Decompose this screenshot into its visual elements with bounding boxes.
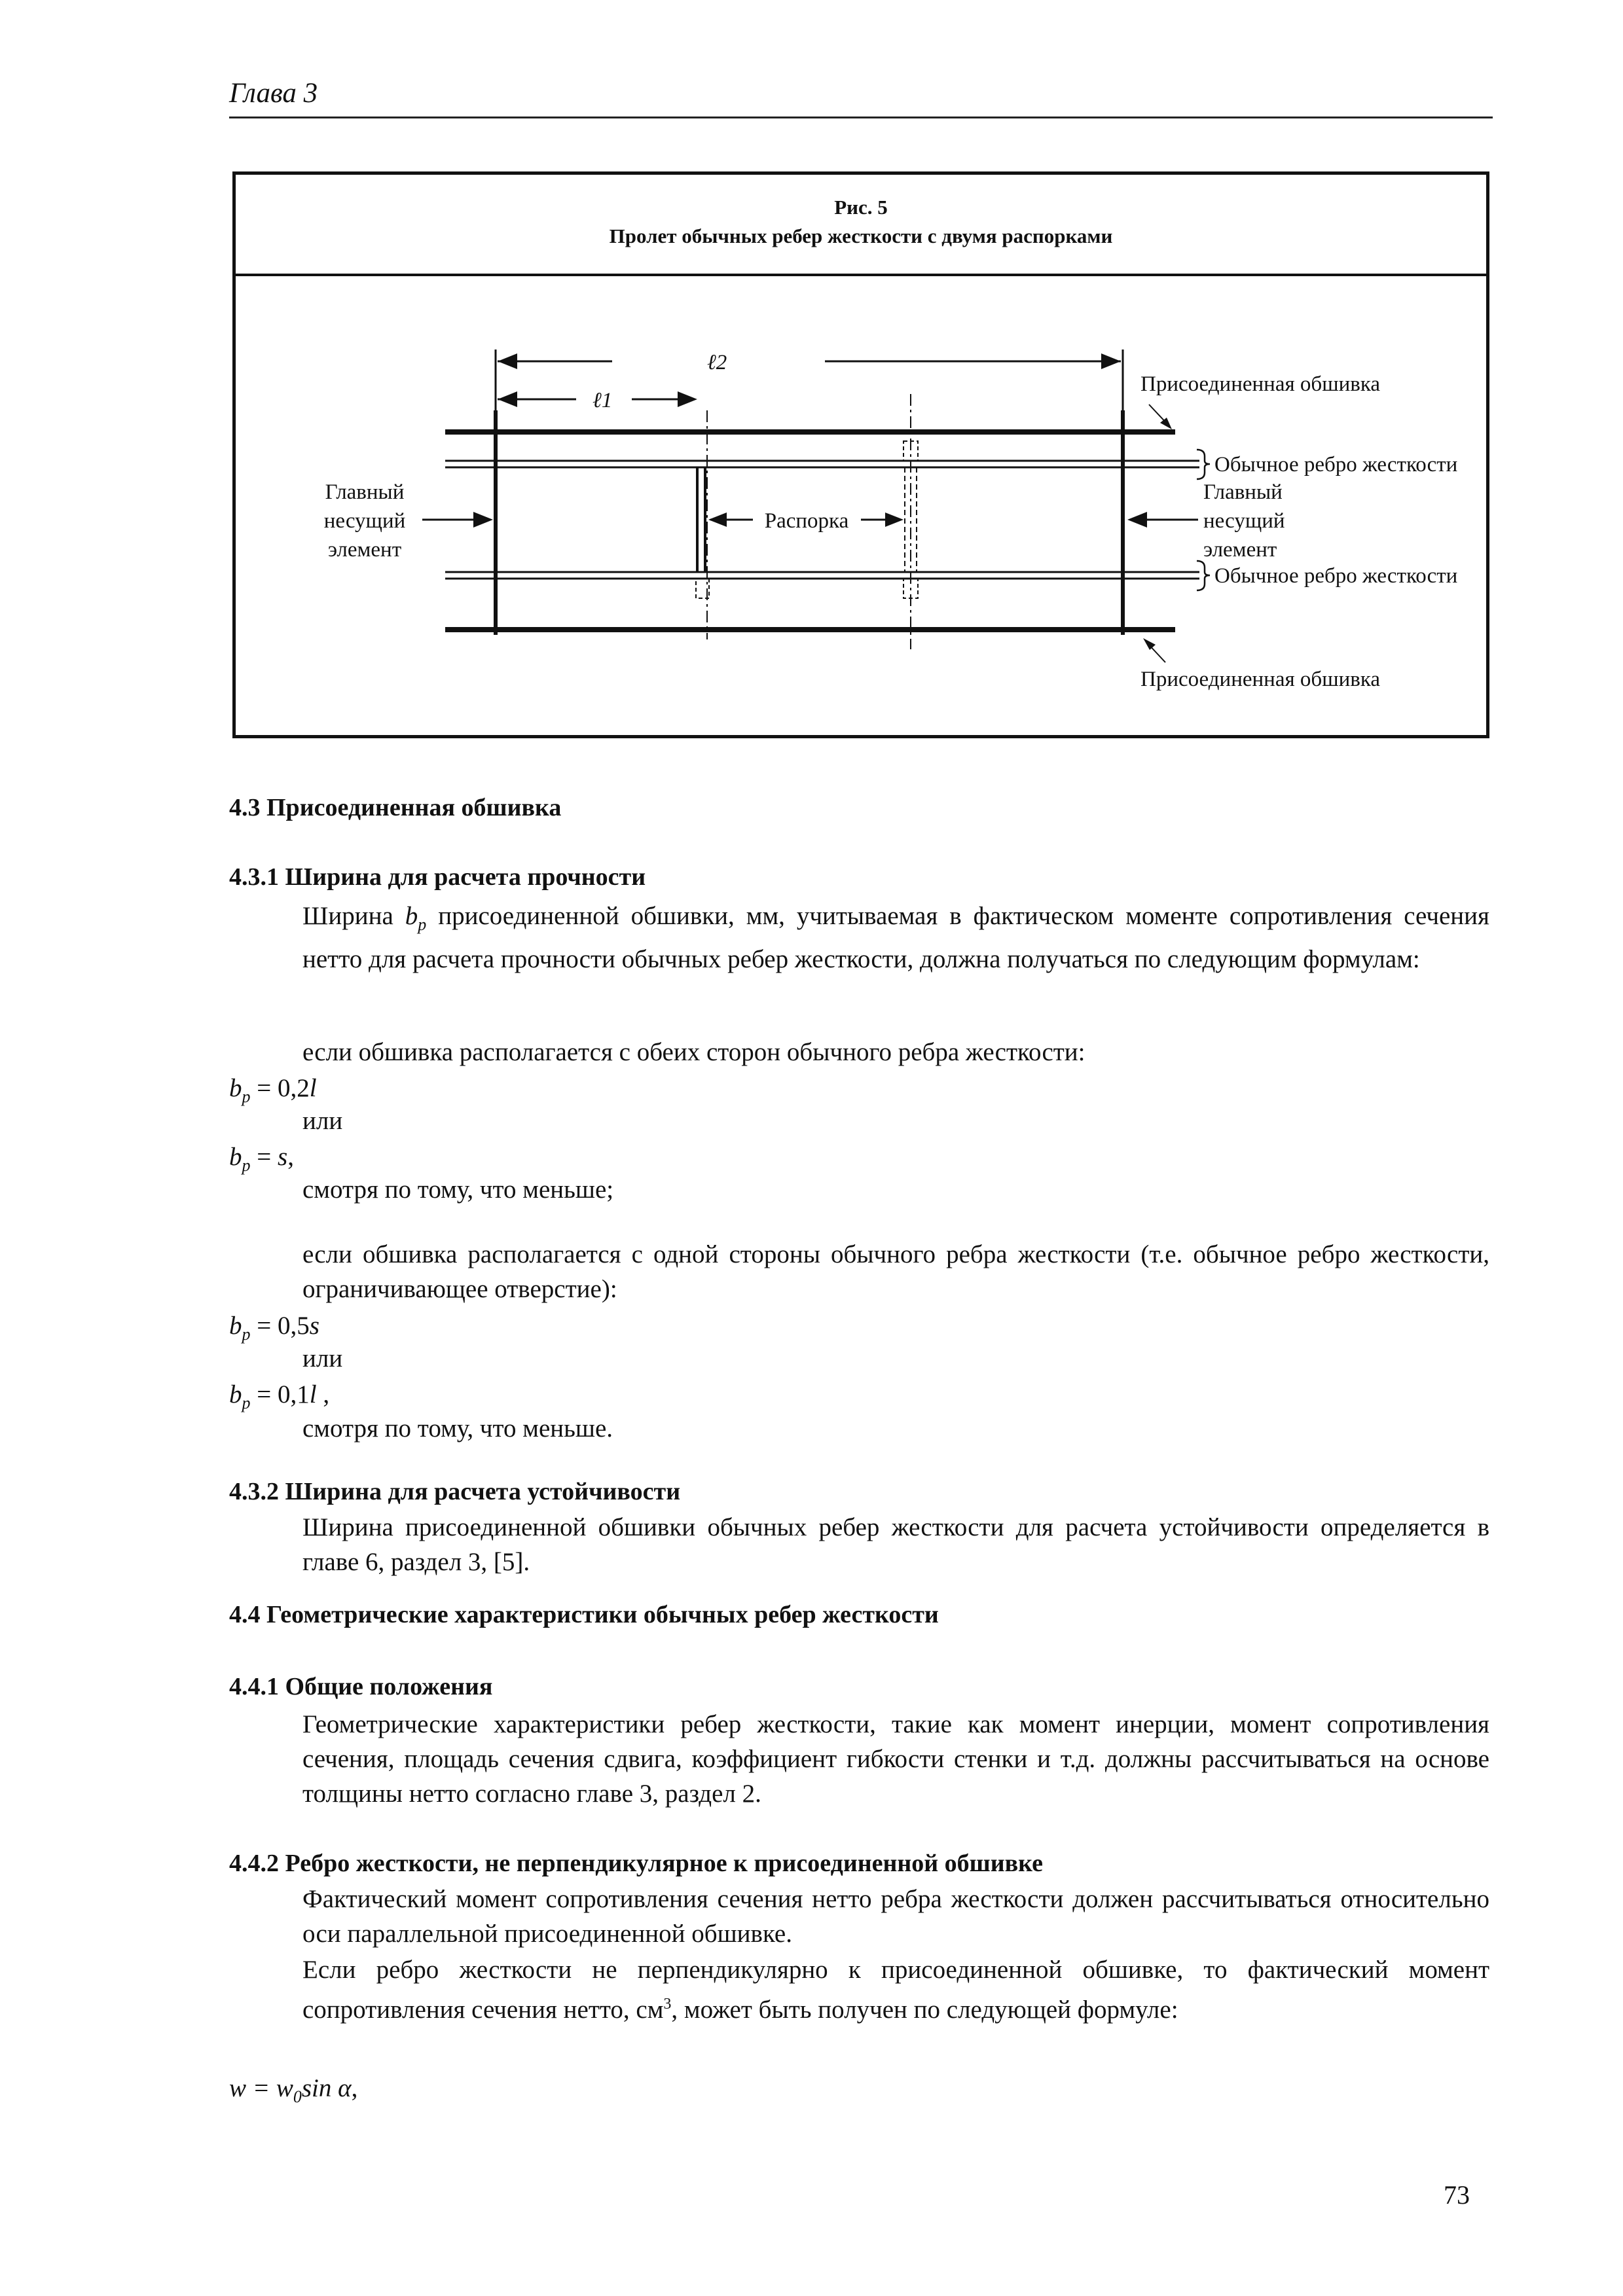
f4-rhs-a: = 0,1	[250, 1380, 310, 1408]
paragraph-4-4-2-b	[302, 1952, 1489, 2027]
f1-rhs-b: l	[309, 1074, 317, 1102]
heading-4-4-1: 4.4.1 Общие положения	[229, 1673, 493, 1700]
case-one-side: если обшивка располагается с одной стороны обычного ребра жесткости (т.е. обычное ребро жесткости, ограничивающее отверстие):	[302, 1240, 1489, 1303]
or-1: или	[302, 1107, 343, 1135]
f3-rhs-a: = 0,5	[250, 1312, 310, 1340]
heading-4-3: 4.3 Присоединенная обшивка	[229, 794, 562, 821]
f2-tail: ,	[287, 1143, 294, 1171]
f4-tail: ,	[316, 1380, 330, 1408]
girder-right-label-2: несущий	[1203, 509, 1285, 533]
f2-rhs-a: =	[250, 1143, 278, 1171]
symbol-b: b	[405, 902, 418, 930]
figure-diagram	[236, 276, 1486, 734]
dim-l2-label: ℓ2	[707, 351, 727, 374]
formula-2	[229, 1142, 294, 1175]
plating-bottom-label: Присоединенная обшивка	[1140, 668, 1381, 691]
formula-4	[229, 1380, 329, 1413]
smaller-2: смотря по тому, что меньше.	[302, 1414, 613, 1443]
chapter-title: Глава 3	[229, 78, 318, 109]
stiffener-top-label: Обычное ребро жесткости	[1214, 453, 1458, 476]
figure-number: Рис. 5	[834, 196, 888, 219]
para-4-4-2-b-text: Если ребро жесткости не перпендикулярно к присоединенной обшивке, то фактический момент сопротивления сечения нетто, см	[302, 1956, 1489, 2024]
paragraph-4-4-1: Геометрические характеристики ребер жесткости, такие как момент инерции, момент сопротивления сечения, площадь сечения сдвига, коэффициент гибкости стенки и т.д. должны рассчитываться на основе толщины нетто согласно главе 3, раздел 2.	[302, 1710, 1489, 1808]
f2-rhs-b: s	[278, 1143, 288, 1171]
girder-left-label-2: несущий	[323, 509, 406, 533]
f3-sub: p	[242, 1324, 251, 1344]
formula-5	[229, 2073, 357, 2107]
or-2: или	[302, 1344, 343, 1372]
f5-sub: 0	[293, 2087, 302, 2106]
plating-top-label: Присоединенная обшивка	[1140, 372, 1381, 396]
f5-tail: ,	[351, 2074, 358, 2102]
smaller-1: смотря по тому, что меньше;	[302, 1175, 614, 1204]
para-text-a: Ширина	[302, 902, 405, 930]
figure-caption	[236, 175, 1486, 276]
f5-lhs: w = w	[229, 2074, 293, 2102]
heading-4-4-2: 4.4.2 Ребро жесткости, не перпендикулярное к присоединенной обшивке	[229, 1850, 1043, 1877]
f4-rhs-b: l	[309, 1380, 317, 1408]
heading-4-3-2: 4.3.2 Ширина для расчета устойчивости	[229, 1478, 681, 1505]
symbol-sub-p: p	[418, 914, 427, 934]
f1-rhs-a: = 0,2	[250, 1074, 310, 1102]
paragraph-4-3-2: Ширина присоединенной обшивки обычных ребер жесткости для расчета устойчивости определяется в главе 6, раздел 3, [5].	[302, 1513, 1489, 1576]
superscript-3: 3	[663, 1996, 672, 2013]
paragraph-4-4-2-a: Фактический момент сопротивления сечения нетто ребра жесткости должен рассчитываться относительно оси параллельной присоединенной обшивке.	[302, 1885, 1489, 1948]
paragraph-4-3-1	[302, 899, 1489, 977]
figure-title: Пролет обычных ребер жесткости с двумя распорками	[609, 224, 1113, 247]
case-both-sides: если обшивка располагается с обеих сторон обычного ребра жесткости:	[302, 1038, 1085, 1066]
girder-right-label-1: Главный	[1203, 480, 1283, 504]
figure-box	[232, 171, 1489, 738]
para-text-b: присоединенной обшивки, мм, учитываемая в фактическом моменте сопротивления сечения нетто для расчета прочности обычных ребер жесткости, должна получаться по следующим формулам:	[302, 902, 1489, 973]
header-rule	[229, 117, 1493, 118]
f5-rhs: sin α	[301, 2074, 352, 2102]
f1-sym: b	[229, 1074, 242, 1102]
stiffener-bottom-label: Обычное ребро жесткости	[1214, 564, 1458, 588]
heading-4-4: 4.4 Геометрические характеристики обычных ребер жесткости	[229, 1601, 939, 1628]
girder-left-label-1: Главный	[325, 480, 405, 504]
f2-sub: p	[242, 1155, 251, 1175]
dim-l1-label: ℓ1	[593, 389, 613, 412]
f4-sub: p	[242, 1393, 251, 1412]
girder-right-label-3: элемент	[1203, 538, 1277, 562]
formula-3	[229, 1311, 319, 1344]
page-number: 73	[1444, 2180, 1470, 2210]
strut-label: Распорка	[764, 509, 849, 533]
f2-sym: b	[229, 1143, 242, 1171]
f1-sub: p	[242, 1086, 251, 1106]
f3-sym: b	[229, 1312, 242, 1340]
formula-1	[229, 1073, 317, 1107]
heading-4-3-1: 4.3.1 Ширина для расчета прочности	[229, 863, 646, 891]
girder-left-label-3: элемент	[327, 538, 402, 562]
para-4-4-2-b-tail: , может быть получен по следующей формуле:	[671, 1996, 1178, 2024]
f3-rhs-b: s	[309, 1312, 319, 1340]
f4-sym: b	[229, 1380, 242, 1408]
strut-1	[696, 410, 709, 639]
